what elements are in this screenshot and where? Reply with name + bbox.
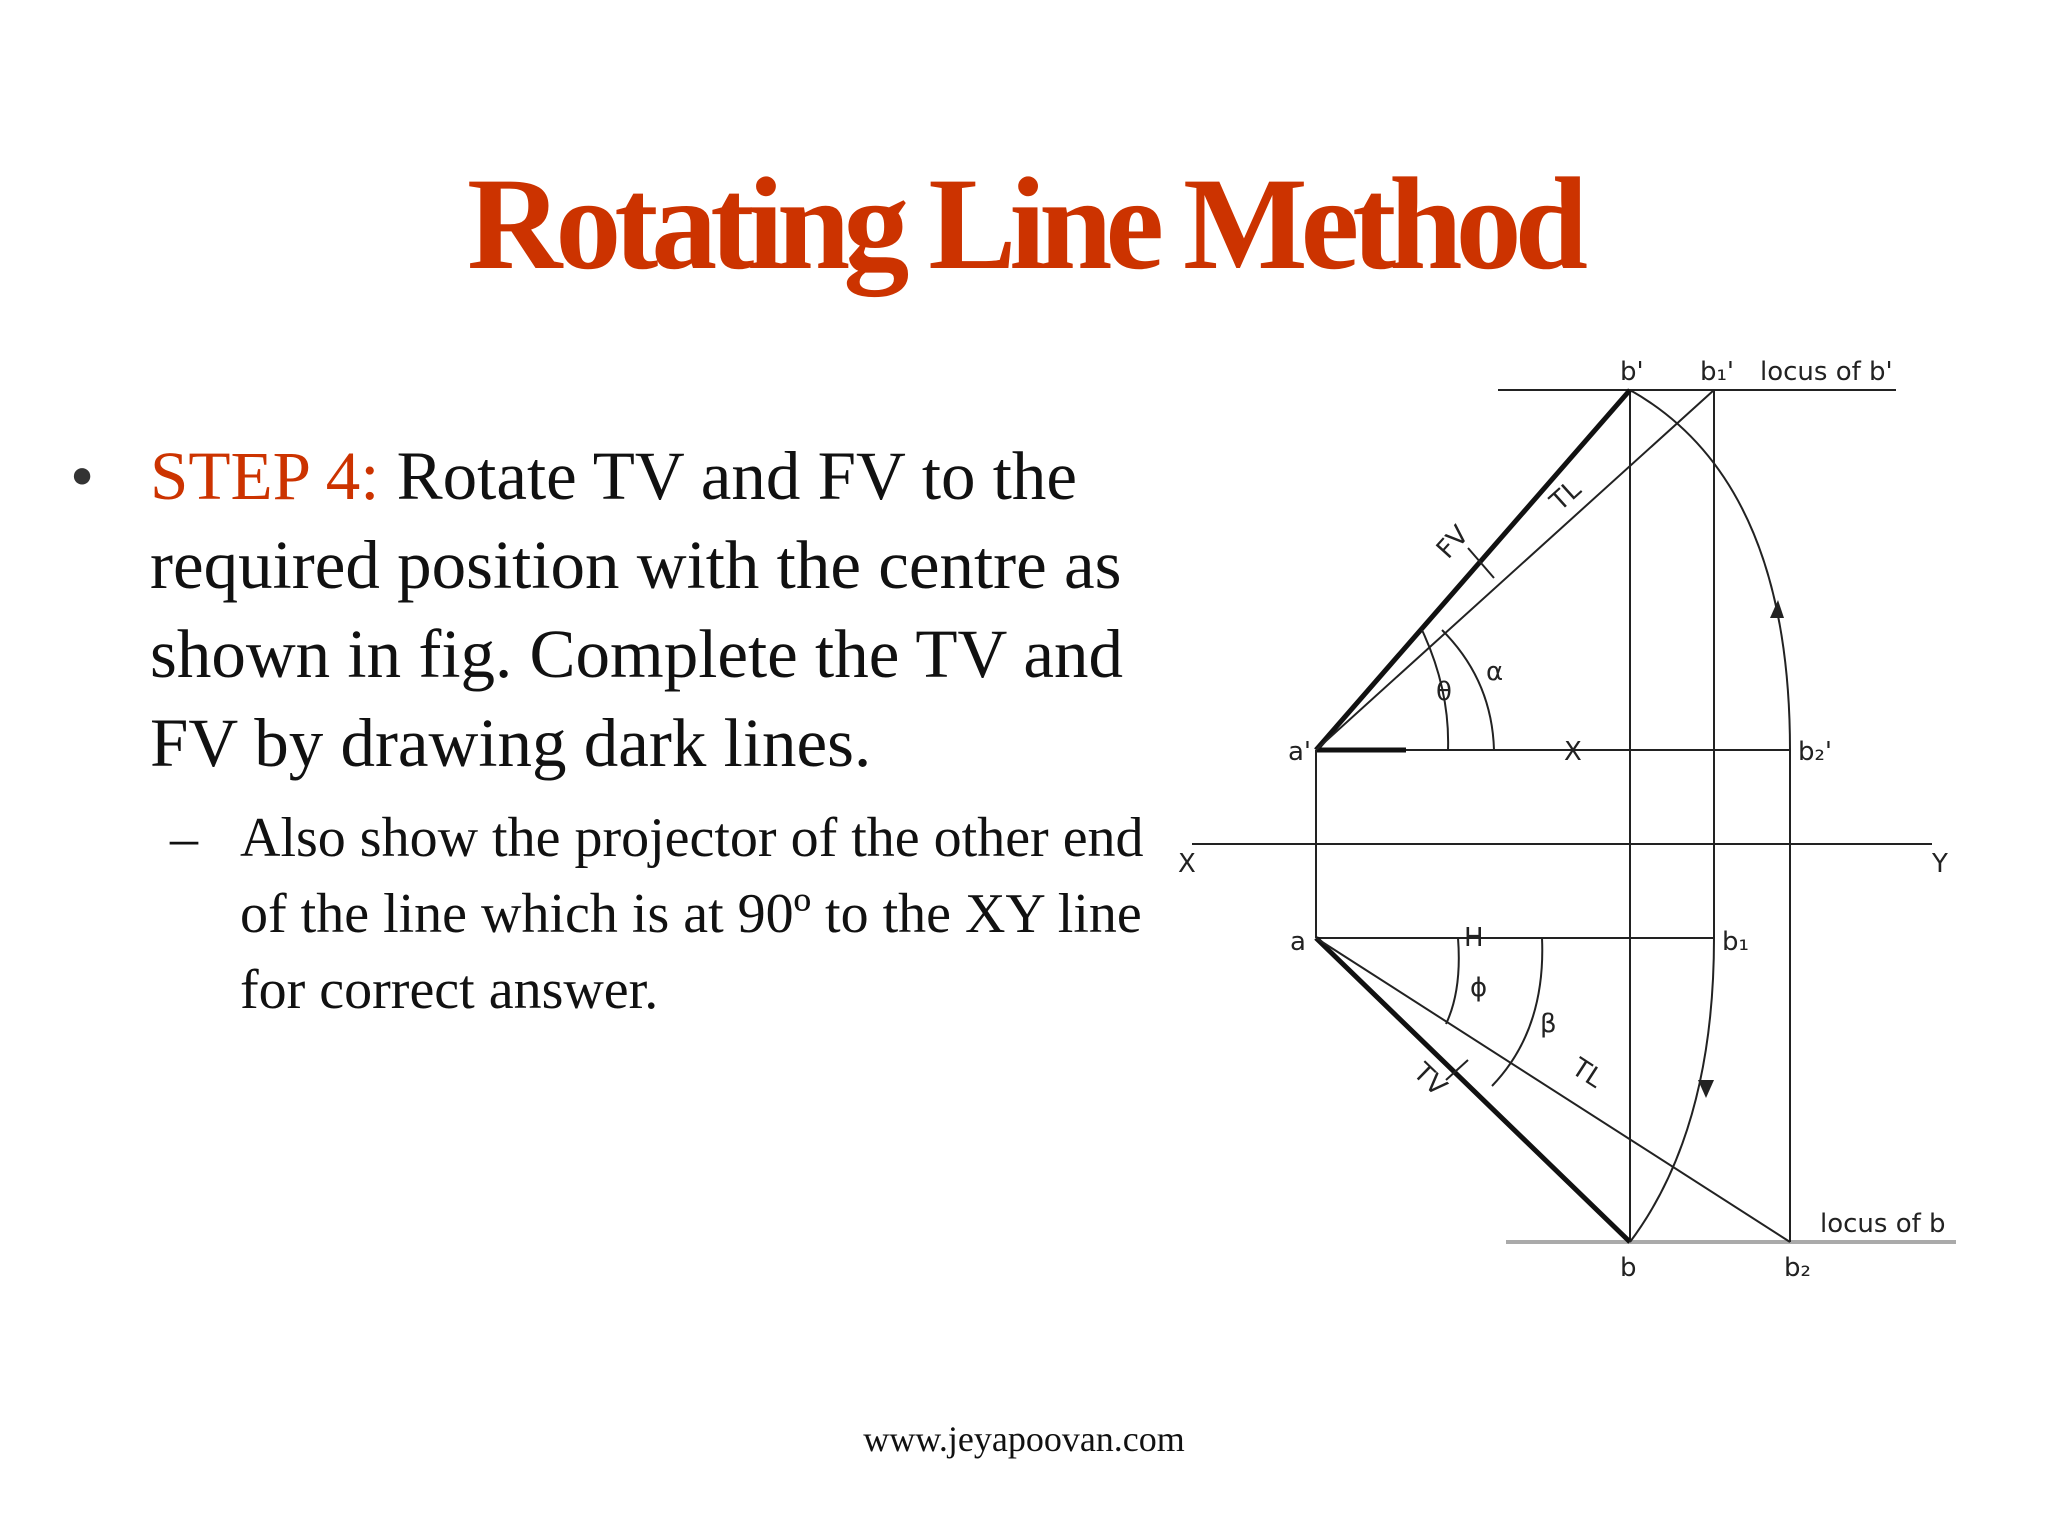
label-b2: b₂ xyxy=(1784,1253,1811,1283)
label-tv: TV xyxy=(1407,1057,1453,1103)
label-tl-top: TL xyxy=(1544,474,1588,518)
label-alpha: α xyxy=(1486,657,1504,687)
label-b-prime: b' xyxy=(1620,357,1644,387)
label-b2-prime: b₂' xyxy=(1798,737,1833,767)
label-beta: β xyxy=(1540,1009,1557,1039)
arrowhead-bottom-arc xyxy=(1698,1080,1714,1098)
tl-front-line xyxy=(1316,390,1714,750)
footer-url: www.jeyapoovan.com xyxy=(863,1419,1185,1459)
label-x-axis: X xyxy=(1178,849,1196,879)
bullet-dot-icon: • xyxy=(70,438,95,514)
angle-arc-phi xyxy=(1446,938,1459,1024)
label-b: b xyxy=(1620,1253,1637,1283)
label-fv: FV xyxy=(1430,520,1476,565)
label-locus-b-prime: locus of b' xyxy=(1760,357,1893,387)
sub-bullet-text: Also show the projector of the other end of the line which is at 90º to the XY line for correct answer. xyxy=(240,807,1144,1021)
label-b1: b₁ xyxy=(1722,927,1749,957)
tl-top-line xyxy=(1316,938,1790,1242)
label-x-mark: X xyxy=(1564,737,1582,767)
label-phi: ϕ xyxy=(1470,973,1488,1003)
step-description: Rotate TV and FV to the required position with the centre as shown in fig. Complete the TV and FV by drawing dark lines. xyxy=(150,438,1123,781)
arc-b2-to-b xyxy=(1630,938,1714,1242)
label-b1-prime: b₁' xyxy=(1700,357,1735,387)
fv-line xyxy=(1316,390,1630,750)
step-label: STEP 4: xyxy=(150,438,380,514)
label-locus-b: locus of b xyxy=(1820,1209,1946,1239)
label-theta: θ xyxy=(1436,677,1452,707)
label-a: a xyxy=(1290,927,1306,957)
slide-title: Rotating Line Method xyxy=(467,150,1581,297)
label-a-prime: a' xyxy=(1288,737,1312,767)
label-eq-mark: H xyxy=(1464,923,1484,953)
sub-bullet-dash: – xyxy=(170,807,198,869)
label-y-axis: Y xyxy=(1932,849,1948,879)
label-tl-bottom: TL xyxy=(1566,1052,1609,1095)
arrowhead-top-arc xyxy=(1770,600,1784,618)
angle-arc-beta xyxy=(1492,938,1542,1086)
